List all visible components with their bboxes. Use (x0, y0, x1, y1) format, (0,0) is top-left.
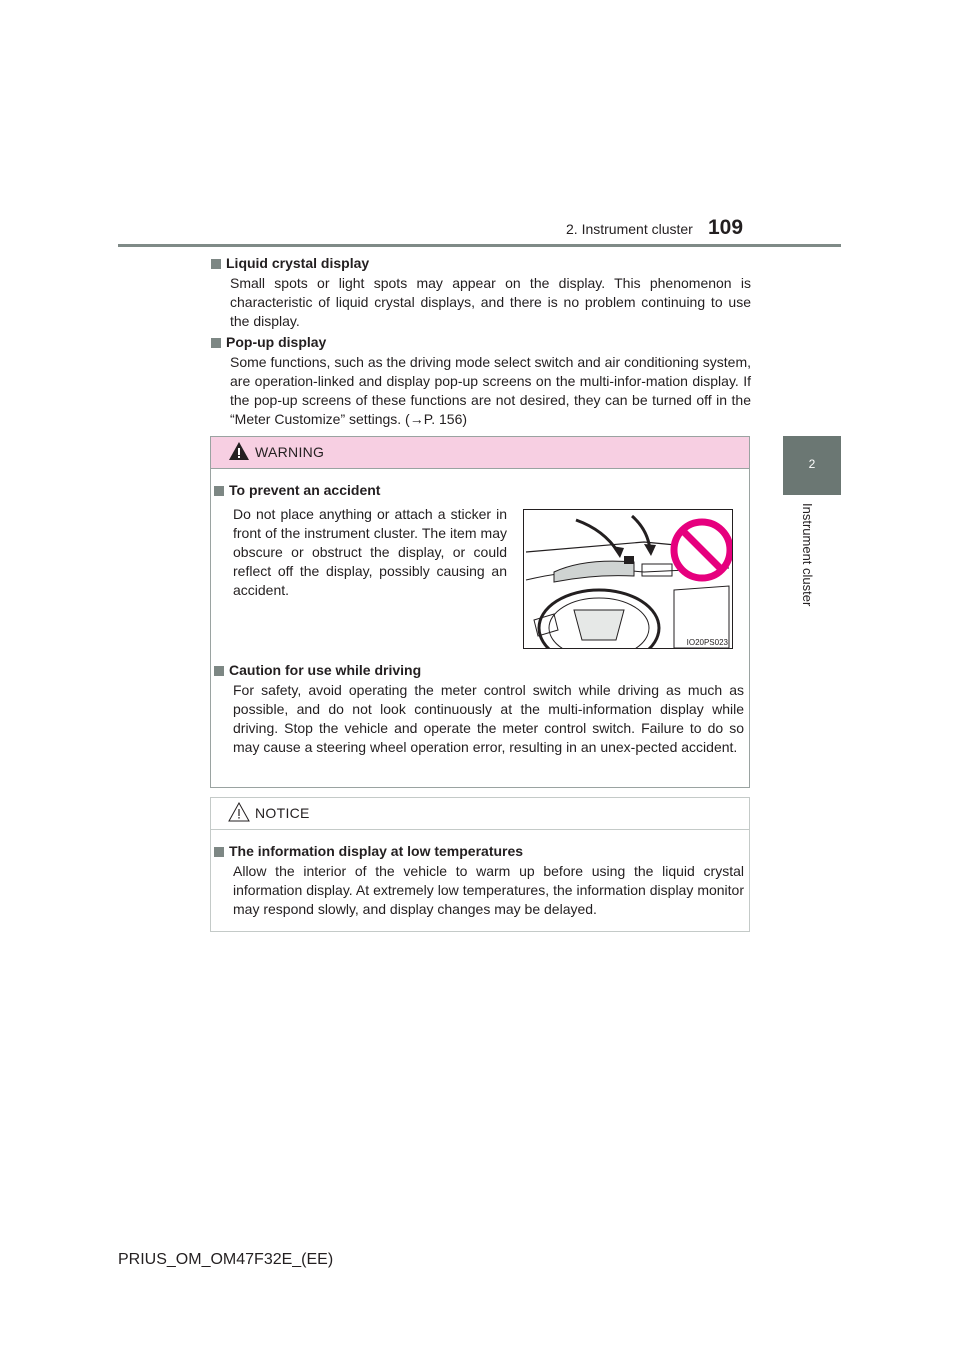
section-heading: Pop-up display (226, 334, 327, 350)
warning-header (211, 437, 749, 469)
header-rule (118, 244, 841, 247)
warning-item-heading: Caution for use while driving (229, 662, 422, 678)
square-bullet-icon (214, 847, 224, 857)
warning-item-driving (214, 661, 744, 757)
section-popup-display (211, 333, 751, 429)
square-bullet-icon (211, 338, 221, 348)
notice-label: NOTICE (255, 805, 310, 821)
notice-box (210, 797, 750, 932)
instrument-cluster-illustration (523, 509, 733, 649)
section-body: Some functions, such as the driving mode select switch and air conditioning system, are operation-linked and display pop-up screens on the multi-infor-mation display. If the pop-up screens of these functions are not desired, they can be turned off in the “Meter Customize” settings. (→P. 156) (230, 354, 751, 427)
section-liquid-crystal (211, 254, 751, 331)
page-number: 109 (708, 216, 744, 239)
side-tab-label: Instrument cluster (800, 503, 815, 607)
square-bullet-icon (214, 666, 224, 676)
warning-item-body: Do not place anything or attach a sticker in front of the instrument cluster. The item may obscure or obstruct the display, or could reflect off the display, possibly causing an accident. (233, 506, 507, 598)
warning-item-heading: To prevent an accident (229, 482, 381, 498)
section-title: 2. Instrument cluster (566, 221, 693, 237)
figure-code: IO20PS023 (686, 638, 728, 647)
notice-item-low-temp (214, 842, 744, 919)
dashboard-drawing (524, 510, 732, 648)
square-bullet-icon (214, 486, 224, 496)
section-heading: Liquid crystal display (226, 255, 370, 271)
warning-label: WARNING (255, 444, 325, 460)
notice-header (211, 798, 749, 830)
warning-triangle-icon (228, 441, 250, 461)
notice-item-body: Allow the interior of the vehicle to warm up before using the liquid crystal information display. At extremely low temperatures, the information display monitor may respond slowly, and display changes may be delayed. (233, 863, 744, 917)
notice-item-heading: The information display at low temperatures (229, 843, 524, 859)
document-code: PRIUS_OM_OM47F32E_(EE) (118, 1251, 334, 1268)
side-tab-number: 2 (783, 436, 841, 495)
warning-item-accident (214, 481, 744, 500)
warning-box (210, 436, 750, 788)
notice-triangle-icon (228, 802, 250, 822)
section-body: Small spots or light spots may appear on the display. This phenomenon is characteristic of liquid crystal displays, and there is no problem continuing to use the display. (230, 275, 751, 329)
warning-item-body: For safety, avoid operating the meter control switch while driving as much as possible, and do not look continuously at the multi-information display while driving. Stop the vehicle and operate the meter control switch. Failure to do so may cause a steering wheel operation error, resulting in an unex-pected accident. (233, 682, 744, 755)
square-bullet-icon (211, 259, 221, 269)
